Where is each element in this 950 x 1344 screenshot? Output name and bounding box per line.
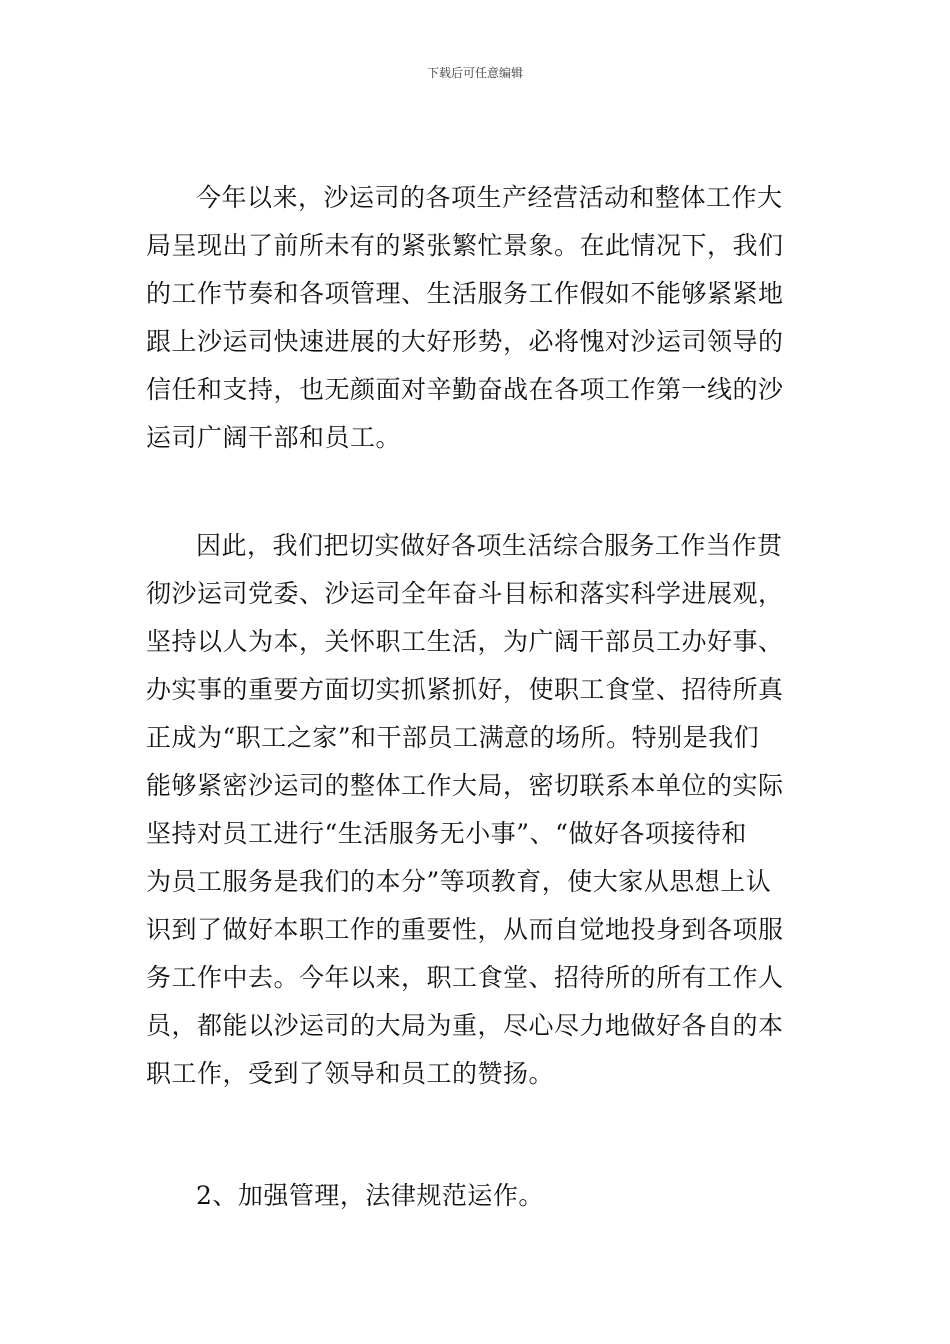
paragraph-line: 员，都能以沙运司的大局为重，尽心尽力地做好各自的本 [146, 1011, 784, 1040]
paragraph-line: 识到了做好本职工作的重要性，从而自觉地投身到各项服 [146, 915, 784, 944]
page-header: 下载后可任意编辑 [426, 66, 523, 80]
section-heading: 2、加强管理，法律规范运作。 [196, 1181, 544, 1210]
paragraph-line: 今年以来，沙运司的各项生产经营活动和整体工作大 [196, 183, 783, 212]
paragraph-line: 跟上沙运司快速进展的大好形势，必将愧对沙运司领导的 [146, 327, 784, 356]
paragraph-line: 为员工服务是我们的本分”等项教育，使大家从思想上认 [146, 867, 772, 896]
paragraph-line: 正成为“职工之家”和干部员工满意的场所。特别是我们 [146, 723, 760, 752]
paragraph-2 [146, 522, 812, 1098]
paragraph-line: 办实事的重要方面切实抓紧抓好，使职工食堂、招待所真 [146, 675, 784, 704]
paragraph-3 [146, 1172, 812, 1220]
paragraph-line: 坚持以人为本，关怀职工生活，为广阔干部员工办好事、 [146, 627, 784, 656]
paragraph-line: 运司广阔干部和员工。 [146, 423, 402, 452]
paragraph-line: 因此，我们把切实做好各项生活综合服务工作当作贯 [196, 531, 783, 560]
paragraph-1 [146, 174, 812, 462]
paragraph-line: 彻沙运司党委、沙运司全年奋斗目标和落实科学进展观， [146, 579, 784, 608]
paragraph-line: 能够紧密沙运司的整体工作大局，密切联系本单位的实际 [146, 771, 784, 800]
paragraph-line: 坚持对员工进行“生活服务无小事”、“做好各项接待和 [146, 819, 747, 848]
paragraph-line: 的工作节奏和各项管理、生活服务工作假如不能够紧紧地 [146, 279, 784, 308]
paragraph-line: 局呈现出了前所未有的紧张繁忙景象。在此情况下，我们 [146, 231, 784, 260]
paragraph-line: 务工作中去。今年以来，职工食堂、招待所的所有工作人 [146, 963, 784, 992]
paragraph-line: 职工作，受到了领导和员工的赞扬。 [146, 1059, 555, 1088]
paragraph-line: 信任和支持，也无颜面对辛勤奋战在各项工作第一线的沙 [146, 375, 784, 404]
